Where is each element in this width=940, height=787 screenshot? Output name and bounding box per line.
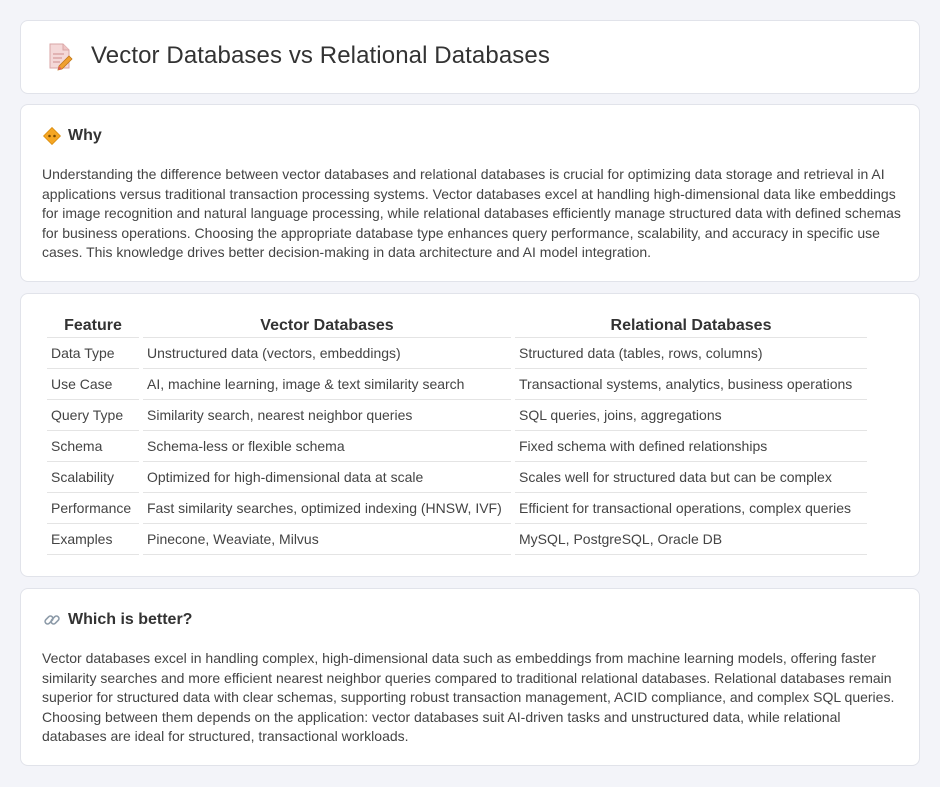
relational-cell: Efficient for transactional operations, complex queries bbox=[515, 493, 867, 524]
vector-cell: Unstructured data (vectors, embeddings) bbox=[143, 338, 511, 369]
relational-cell: Scales well for structured data but can be complex bbox=[515, 462, 867, 493]
feature-cell: Schema bbox=[47, 431, 139, 462]
diamond-sign-icon bbox=[43, 127, 61, 145]
vector-cell: Pinecone, Weaviate, Milvus bbox=[143, 524, 511, 555]
table-header-row bbox=[47, 317, 867, 338]
comparison-card bbox=[20, 293, 920, 577]
table-row bbox=[47, 369, 867, 400]
header-feature: Feature bbox=[47, 317, 139, 338]
header-card bbox=[20, 20, 920, 94]
table-row bbox=[47, 400, 867, 431]
feature-cell: Performance bbox=[47, 493, 139, 524]
why-heading bbox=[43, 127, 102, 145]
comparison-table bbox=[43, 317, 871, 555]
table-row bbox=[47, 524, 867, 555]
document-pencil-icon bbox=[47, 41, 73, 71]
why-title: Why bbox=[68, 127, 102, 144]
relational-cell: Structured data (tables, rows, columns) bbox=[515, 338, 867, 369]
header-relational: Relational Databases bbox=[515, 317, 867, 338]
feature-cell: Data Type bbox=[47, 338, 139, 369]
better-text: Vector databases excel in handling complex, high-dimensional data such as embeddings from machine learning models, offering faster similarity searches and more efficient nearest neighbor queries compared to traditional relational databases. Relational databases remain superior for structured data with clear schemas, supporting robust transaction management, ACID compliance, and complex SQL queries. Choosing between them depends on the application: vector databases suit AI-driven tasks and unstructured data, while relational databases are ideal for structured, transactional workloads. bbox=[42, 650, 895, 745]
link-icon bbox=[43, 611, 61, 629]
table-row bbox=[47, 462, 867, 493]
page-title: Vector Databases vs Relational Databases bbox=[91, 42, 550, 69]
title-row bbox=[47, 41, 550, 71]
better-heading bbox=[43, 611, 192, 629]
table-row bbox=[47, 338, 867, 369]
relational-cell: Fixed schema with defined relationships bbox=[515, 431, 867, 462]
why-text: Understanding the difference between vector databases and relational databases is crucial for optimizing data storage and retrieval in AI applications versus traditional transaction processing systems. Vector databases excel at handling high-dimensional data like embeddings for image recognition and natural language processing, while relational databases efficiently manage structured data with defined schemas for business operations. Choosing the appropriate database type enhances query performance, scalability, and accuracy in specific use cases. This knowledge drives better decision-making in data architecture and AI model integration. bbox=[42, 166, 901, 261]
table-row bbox=[47, 431, 867, 462]
vector-cell: Schema-less or flexible schema bbox=[143, 431, 511, 462]
relational-cell: Transactional systems, analytics, business operations bbox=[515, 369, 867, 400]
vector-cell: Fast similarity searches, optimized indexing (HNSW, IVF) bbox=[143, 493, 511, 524]
feature-cell: Query Type bbox=[47, 400, 139, 431]
header-vector: Vector Databases bbox=[143, 317, 511, 338]
vector-cell: Optimized for high-dimensional data at scale bbox=[143, 462, 511, 493]
feature-cell: Use Case bbox=[47, 369, 139, 400]
why-card bbox=[20, 104, 920, 282]
vector-cell: AI, machine learning, image & text similarity search bbox=[143, 369, 511, 400]
feature-cell: Scalability bbox=[47, 462, 139, 493]
better-title: Which is better? bbox=[68, 611, 193, 628]
table-row bbox=[47, 493, 867, 524]
better-card bbox=[20, 588, 920, 766]
relational-cell: SQL queries, joins, aggregations bbox=[515, 400, 867, 431]
vector-cell: Similarity search, nearest neighbor queries bbox=[143, 400, 511, 431]
feature-cell: Examples bbox=[47, 524, 139, 555]
relational-cell: MySQL, PostgreSQL, Oracle DB bbox=[515, 524, 867, 555]
